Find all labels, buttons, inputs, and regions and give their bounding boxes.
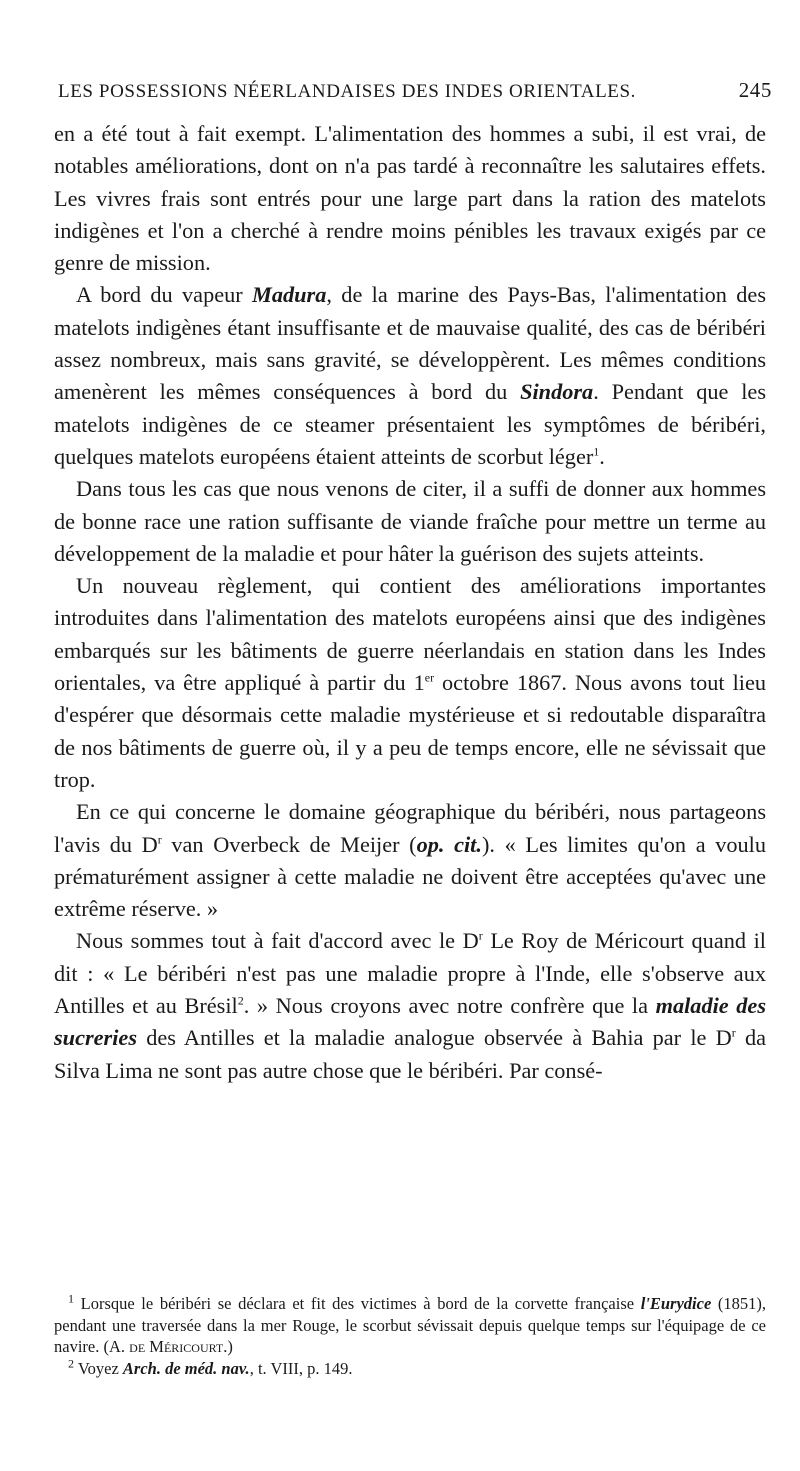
ordinal-superscript: er <box>424 670 435 685</box>
p6-part-e: da Silva Lima ne sont pas autre chose que le béribéri. Par consé- <box>54 1025 766 1083</box>
p2-part-c: . Pendant que les matelots indigènes de ce steamer présentaient les symptômes de béribéri, quelques matelots européens étaient atteints de scorbut léger <box>54 379 766 469</box>
p6-part-d: des Antilles et la maladie analogue observée à Bahia par le D <box>137 1025 732 1051</box>
footnote-number: 1 <box>68 1291 74 1306</box>
paragraph-5 <box>54 796 766 925</box>
fn2-part-a: Voyez <box>74 1358 123 1378</box>
citation-op-cit: op. cit. <box>416 831 482 857</box>
p2-part-a: A bord du vapeur <box>76 282 253 308</box>
main-text <box>54 118 766 1087</box>
page-number: 245 <box>738 78 772 102</box>
doctor-superscript: r <box>478 929 483 943</box>
footnote-ref-1: 1 <box>593 444 600 459</box>
paragraph-3: Dans tous les cas que nous venons de citer, il a suffi de donner aux hommes de bonne race une ration suffisante de viande fraîche pour mettre un terme au développement de la maladie et pour hâter la guérison des sujets atteints. <box>54 476 766 566</box>
journal-title: Arch. de méd. nav. <box>122 1358 250 1378</box>
fn1-part-a: Lorsque le béribéri se déclara et fit des victimes à bord de la corvette française <box>74 1294 641 1313</box>
fn2-part-b: , t. VIII, p. 149. <box>249 1358 353 1378</box>
ship-name-eurydice: l'Eurydice <box>640 1294 712 1313</box>
footnote-2 <box>54 1358 766 1380</box>
ship-name-sindora: Sindora <box>520 379 594 405</box>
footnote-number: 2 <box>68 1356 74 1370</box>
p4-part-b: octobre 1867. Nous avons tout lieu d'espérer que désormais cette maladie mystérieuse et si redoutable disparaîtra de nos bâtiments de guerre où, il y a peu de temps encore, elle ne sévissait que trop. <box>54 670 767 792</box>
footnote-ref-2: 2 <box>237 993 244 1008</box>
ship-name-madura: Madura <box>252 282 327 308</box>
paragraph-4 <box>54 570 766 796</box>
running-title: LES POSSESSIONS NÉERLANDAISES DES INDES ORIENTALES. <box>58 81 637 102</box>
p4-part-a: Un nouveau règlement, qui contient des améliorations importantes introduites dans l'alimentation des matelots européens ainsi que des indigènes embarqués sur les bâtiments de guerre néerlandais en station dans les Indes orientales, va être appliqué à partir du 1 <box>54 573 766 696</box>
footnote-1 <box>54 1293 766 1358</box>
p2-part-b: , de la marine des Pays-Bas, l'alimentation des matelots indigènes étant insuffisante et de mauvaise qualité, des cas de béribéri assez nombreux, mais sans gravité, se développèrent. Les mêmes conditions amenèrent les mêmes conséquences à bord du <box>54 282 766 405</box>
footnotes <box>54 1293 766 1379</box>
paragraph-6 <box>54 925 766 1086</box>
p2-part-d: . <box>599 443 605 469</box>
running-header <box>58 78 772 112</box>
doctor-superscript: r <box>157 832 162 847</box>
fn1-part-c: .) <box>223 1337 233 1356</box>
paragraph-1: en a été tout à fait exempt. L'alimentation des hommes a subi, il est vrai, de notables améliorations, dont on n'a pas tardé à reconnaître les salutaires effets. Les vivres frais sont entrés pour une large part dans la ration des matelots indigènes et l'on a cherché à rendre moins pénibles les travaux exigés par ce genre de mission. <box>54 121 766 276</box>
fn1-part-b: (1851), pendant une traversée dans la mer Rouge, le scorbut sévissait depuis quelque temps sur l'équipage de ce navire. ( <box>54 1294 766 1356</box>
doctor-superscript: r <box>731 1025 736 1040</box>
p6-part-c: . » Nous croyons avec notre confrère que la <box>243 993 656 1019</box>
author-signature: A. de Méricourt <box>108 1337 224 1356</box>
p6-part-a: Nous sommes tout à fait d'accord avec le D <box>76 928 479 954</box>
p5-part-a: En ce qui concerne le domaine géographique du béribéri, nous partageons l'avis du D <box>54 799 766 857</box>
term-maladie-des-sucreries: maladie des sucreries <box>54 993 766 1051</box>
p6-part-b: Le Roy de Méricourt quand il dit : « Le béribéri n'est pas une maladie propre à l'Inde, elle s'observe aux Antilles et au Brésil <box>54 928 766 1019</box>
paragraph-2 <box>54 279 766 473</box>
p5-part-b: van Overbeck de Meijer ( <box>161 831 417 857</box>
p5-part-c: ). « Les limites qu'on a voulu prématurément assigner à cette maladie ne doivent être acceptées qu'avec une extrême réserve. » <box>54 831 766 922</box>
